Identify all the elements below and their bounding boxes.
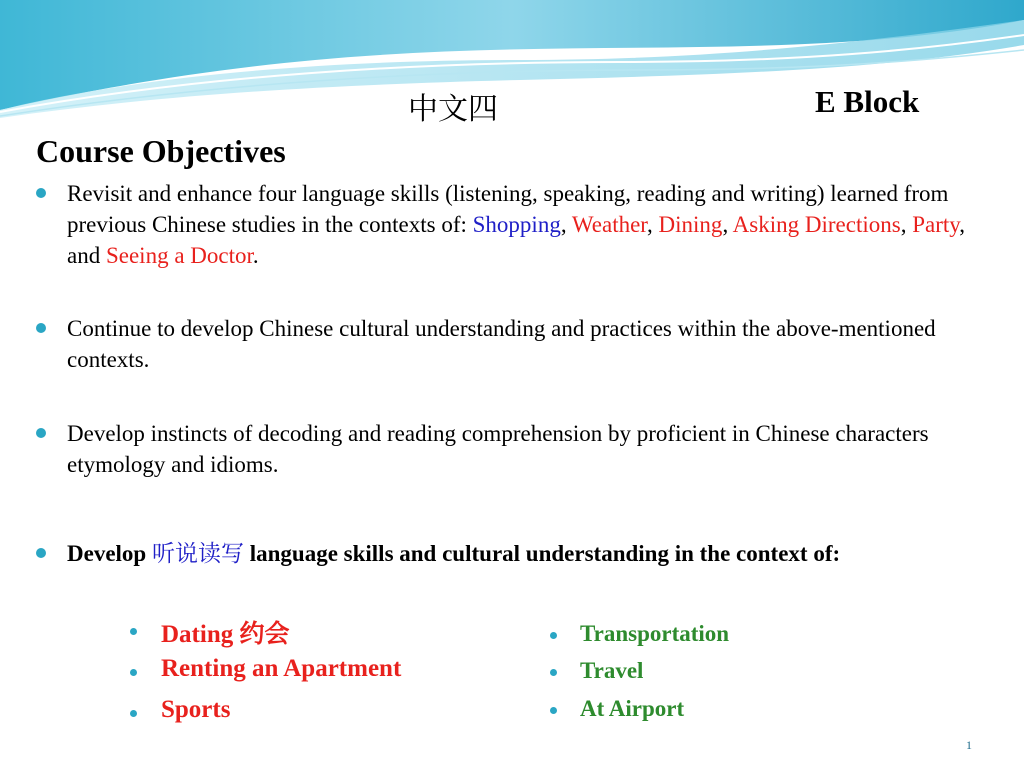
context-dining: Dining — [658, 212, 723, 237]
topic-label: Transportation — [580, 621, 730, 646]
bullet-icon — [550, 669, 557, 676]
page-number: 1 — [966, 738, 972, 752]
bullet-objective-2 — [36, 313, 996, 375]
separator: , and — [67, 212, 965, 268]
bullet-icon — [550, 707, 557, 714]
bullet-text: Continue to develop Chinese cultural understanding and practices within the above-mentioned contexts. — [67, 316, 936, 372]
bullet-objective-1 — [36, 178, 996, 271]
bullet-icon — [36, 428, 46, 438]
context-asking-directions: Asking Directions — [732, 212, 901, 237]
topic-label: Renting an Apartment — [161, 655, 402, 682]
topic-sports — [130, 696, 230, 724]
bullet-icon — [130, 710, 137, 717]
bullet-icon — [36, 323, 46, 333]
title-chinese: 中文四 — [408, 92, 498, 127]
context-party: Party — [912, 212, 960, 237]
bullet-icon — [130, 628, 137, 635]
context-weather: Weather — [571, 212, 648, 237]
context-shopping: Shopping — [472, 212, 561, 237]
topic-transportation — [550, 621, 729, 647]
title-block: E Block — [815, 84, 920, 119]
topic-label: At Airport — [580, 696, 685, 721]
separator: , — [647, 212, 659, 237]
topic-label: Travel — [580, 658, 644, 683]
separator: , — [900, 212, 913, 237]
separator: , — [722, 212, 733, 237]
topic-dating — [130, 614, 289, 650]
heading-course-objectives: Course Objectives — [36, 133, 286, 169]
bullet-text: Develop — [67, 541, 152, 566]
topic-label: Sports — [161, 696, 231, 723]
bullet-icon — [36, 548, 46, 558]
bullet-icon — [36, 188, 46, 198]
topic-travel — [550, 658, 643, 684]
topic-at-airport — [550, 696, 684, 722]
bullet-text: Revisit and enhance four language skills (listening, speaking, reading and writing) learned from previous Chinese studies in the contexts of: — [67, 181, 949, 237]
separator: , — [560, 212, 572, 237]
bullet-icon — [550, 632, 557, 639]
context-seeing-a-doctor: Seeing a Doctor — [105, 243, 253, 268]
topic-renting — [130, 655, 401, 683]
bullet-objective-3 — [36, 418, 996, 480]
period: . — [252, 243, 259, 268]
skills-chinese: 听说读写 — [151, 541, 244, 567]
bullet-objective-4 — [36, 538, 996, 570]
bullet-text: language skills and cultural understanding in the context of: — [243, 541, 841, 566]
topic-label: Dating 约会 — [161, 621, 290, 648]
bullet-text: Develop instincts of decoding and reading comprehension by proficient in Chinese characters etymology and idioms. — [67, 421, 929, 477]
bullet-icon — [130, 669, 137, 676]
